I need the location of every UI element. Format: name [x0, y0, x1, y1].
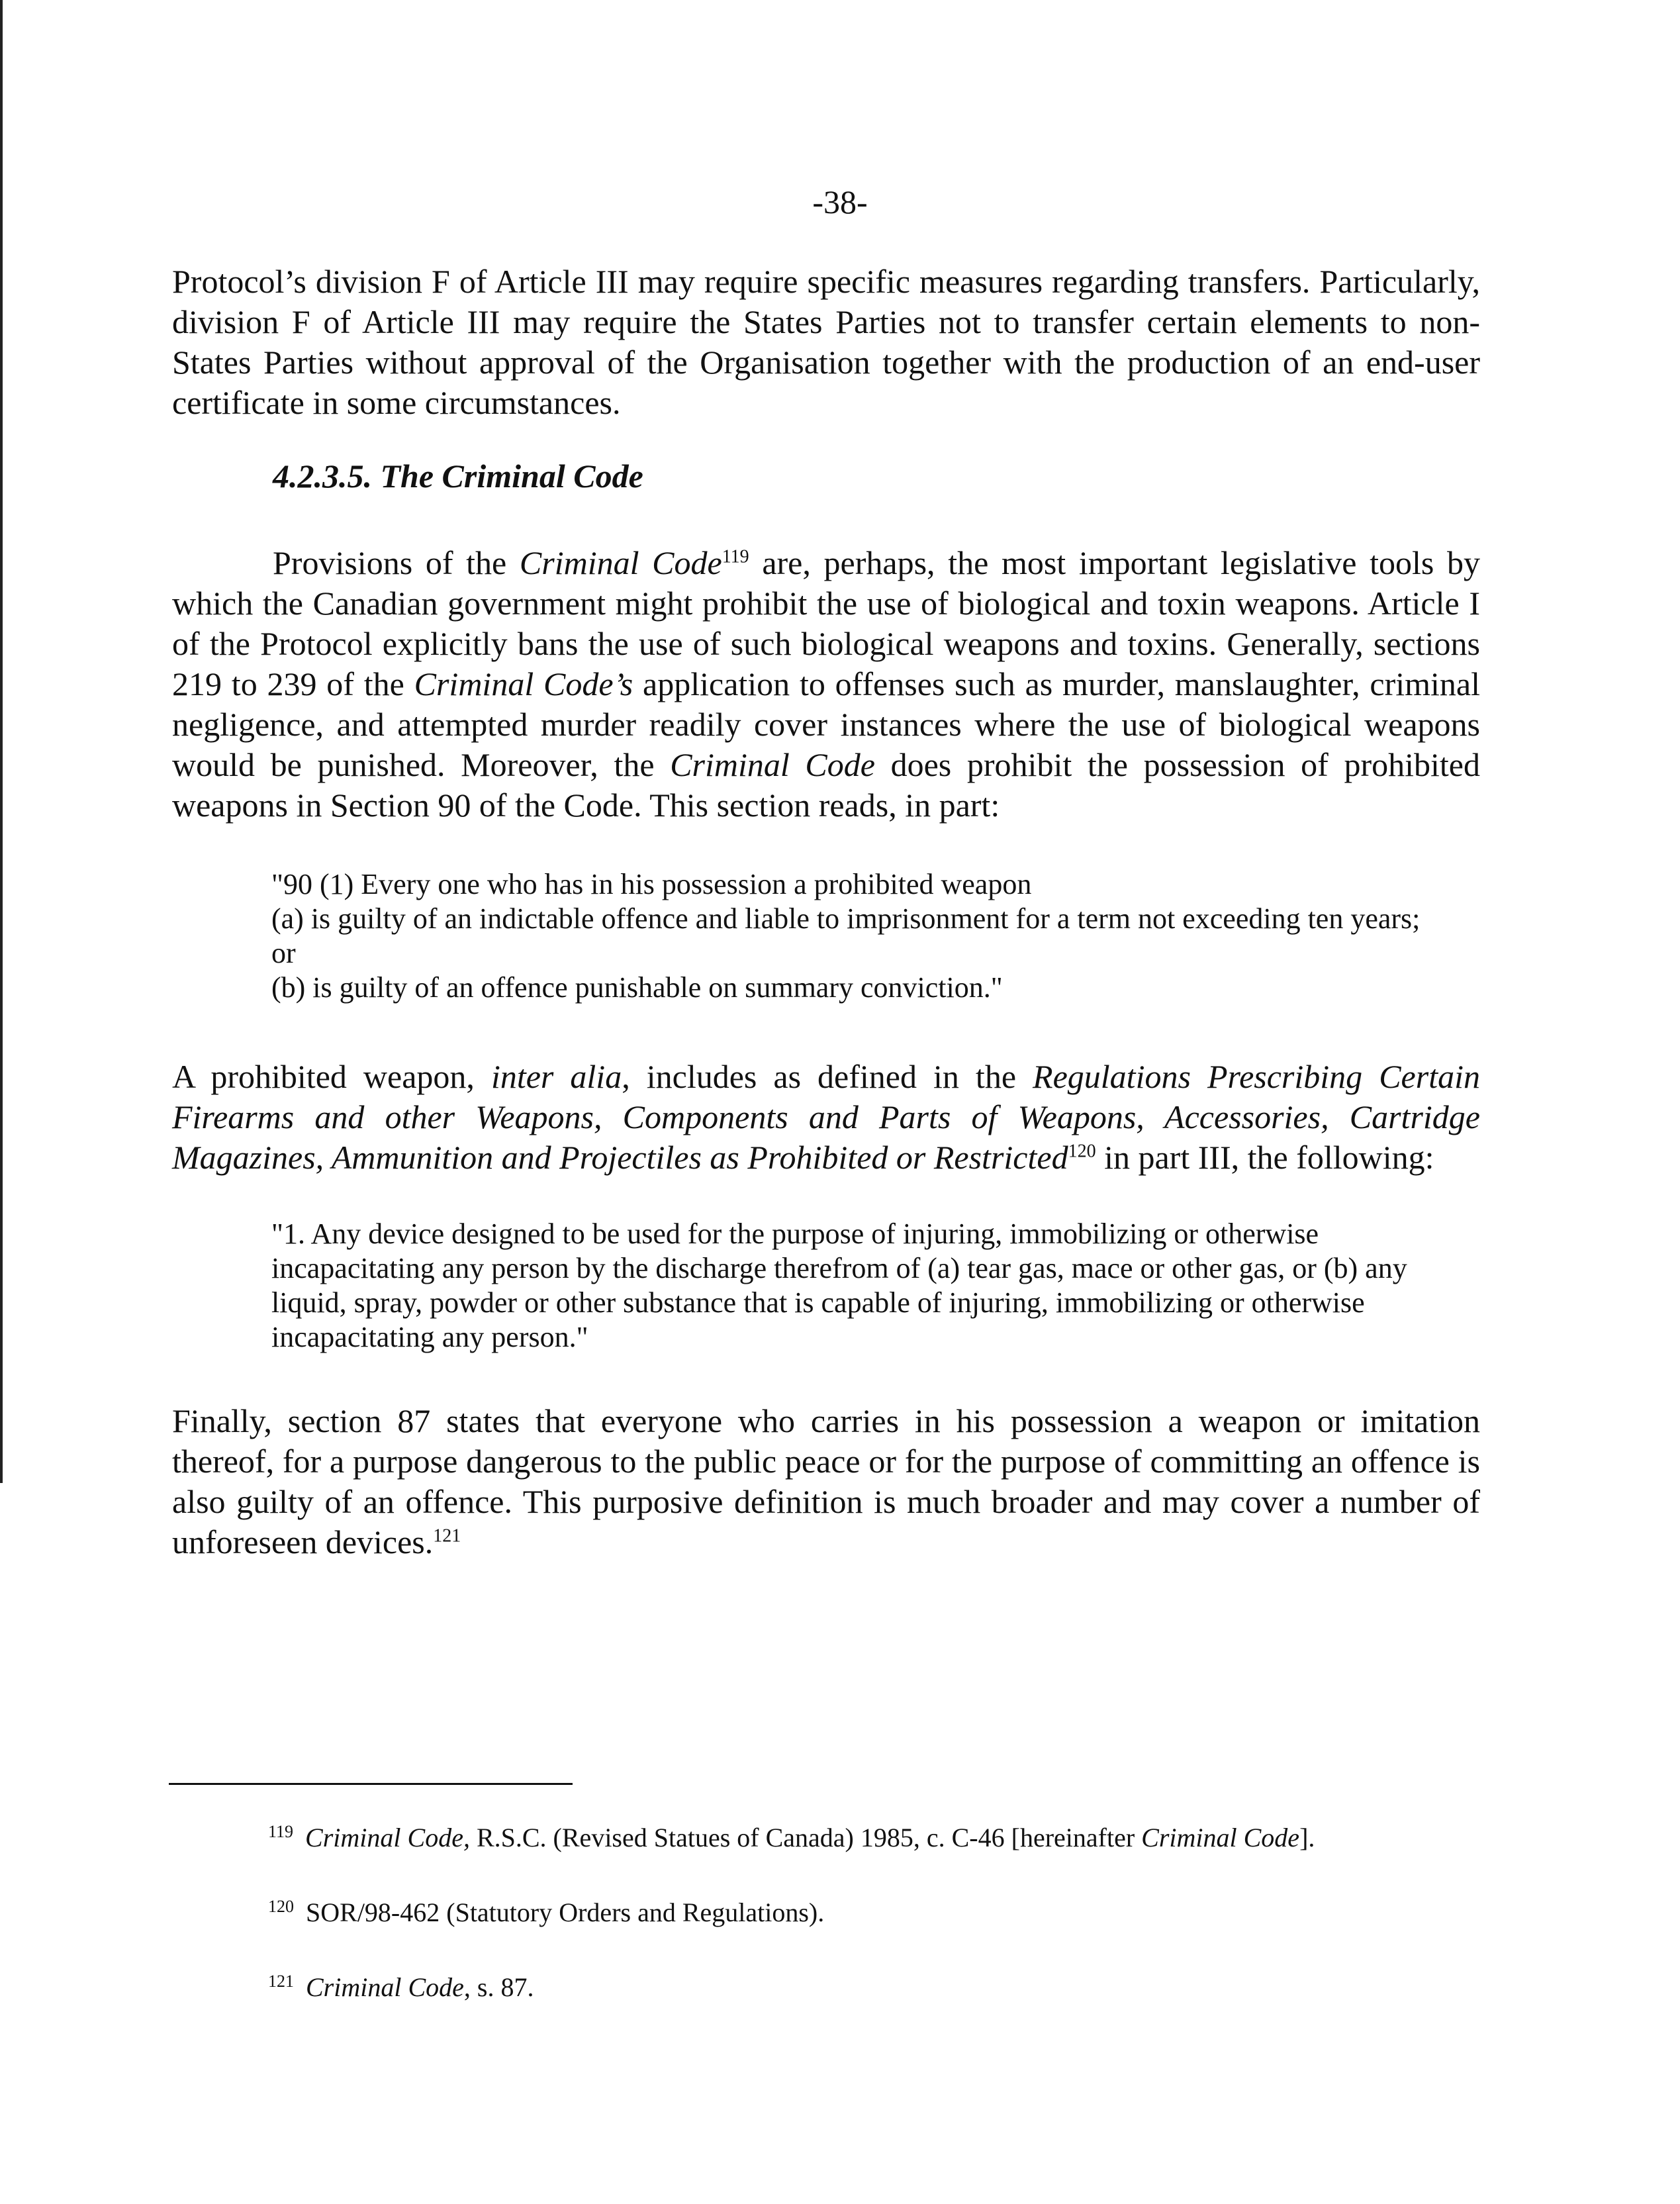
text-run: application to offenses such as murder, manslaughter, criminal negligence, and attempted murder readily cover instances where the use of biological weapons would be punished. Moreover, the — [172, 665, 1480, 783]
text-run: ]. — [1299, 1823, 1315, 1852]
footnote-119 — [268, 1822, 1315, 1854]
paragraph-criminal-code — [172, 543, 1480, 826]
italic-run: Criminal Code — [306, 1972, 464, 2002]
section-heading: 4.2.3.5. The Criminal Code — [273, 457, 643, 495]
block-quote-regulations: "1. Any device designed to be used for the purpose of injuring, immobilizing or otherwise incapacitating any person by the discharge therefrom of (a) tear gas, mace or other gas, or (b) any liquid, spray, powder or other substance that is capable of injuring, immobilizing or otherwise incapacitating any person." — [271, 1218, 1407, 1353]
italic-run: Criminal Code, — [305, 1823, 470, 1852]
page-number: -38- — [812, 183, 868, 220]
footnote-number: 119 — [268, 1821, 294, 1841]
text-run: SOR/98-462 (Statutory Orders and Regulations). — [306, 1897, 825, 1927]
text-run: in part III, the following: — [1096, 1139, 1434, 1176]
italic-run: Criminal Code — [519, 544, 722, 581]
italic-run: Criminal Code’s — [414, 665, 633, 702]
text-run: are, perhaps, the most important legislative tools by which the Canadian government might prohibit the use of biological and toxin weapons. Article I of the Protocol explicitly bans the use of such biological weapons and toxins. Generally, sections 219 to 239 of the — [172, 544, 1480, 702]
footnote-ref-120: 120 — [1068, 1141, 1096, 1162]
italic-run: Criminal Code — [670, 746, 875, 783]
footnote-120 — [268, 1897, 824, 1929]
italic-run: inter alia — [490, 1058, 622, 1095]
quote-line: (b) is guilty of an offence punishable on summary conviction." — [271, 971, 1003, 1004]
paragraph-section-87 — [172, 1401, 1480, 1562]
footnote-121 — [268, 1972, 534, 2003]
scan-edge-line — [0, 0, 3, 1483]
italic-run: Criminal Code — [1141, 1823, 1300, 1852]
footnote-number: 120 — [268, 1896, 294, 1916]
text-run: A prohibited weapon, — [172, 1058, 491, 1095]
text-run: Finally, section 87 states that everyone who carries in his possession a weapon or imitation thereof, for a purpose dangerous to the public peace or for the purpose of committing an offence is also guilty of an offence. This purposive definition is much broader and may cover a number of unforeseen devices. — [172, 1402, 1480, 1560]
footnote-separator — [169, 1783, 573, 1785]
text-run: does prohibit the possession of prohibited weapons in Section 90 of the Code. This section reads, in part: — [172, 746, 1480, 824]
paragraph-transfers: Protocol’s division F of Article III may require specific measures regarding transfers. Particularly, division F of Article III may require the States Parties not to transfer certain elements to non-States Parties without approval of the Organisation together with the production of an end-user certificate in some circumstances. — [172, 263, 1480, 421]
text-run: Provisions of the — [273, 544, 520, 581]
quote-line: "90 (1) Every one who has in his possession a prohibited weapon — [271, 868, 1032, 900]
text-run: , includes as defined in the — [622, 1058, 1033, 1095]
text-run: R.S.C. (Revised Statues of Canada) 1985, c. C-46 [hereinafter — [469, 1823, 1142, 1852]
block-quote-section-90 — [271, 867, 1423, 1005]
footnote-number: 121 — [268, 1971, 294, 1991]
footnote-ref-119: 119 — [722, 546, 749, 567]
footnote-ref-121: 121 — [433, 1525, 461, 1547]
text-run: , s. 87. — [463, 1972, 534, 2002]
quote-line: (a) is guilty of an indictable offence and liable to imprisonment for a term not exceeding ten years; or — [271, 902, 1421, 969]
paragraph-prohibited-weapon — [172, 1057, 1480, 1178]
italic-run: Regulations Prescribing Certain Firearms and other Weapons, Components and Parts of Weapons, Accessories, Cartridge Magazines, Ammunition and Projectiles as Prohibited or Restricted — [172, 1058, 1480, 1176]
